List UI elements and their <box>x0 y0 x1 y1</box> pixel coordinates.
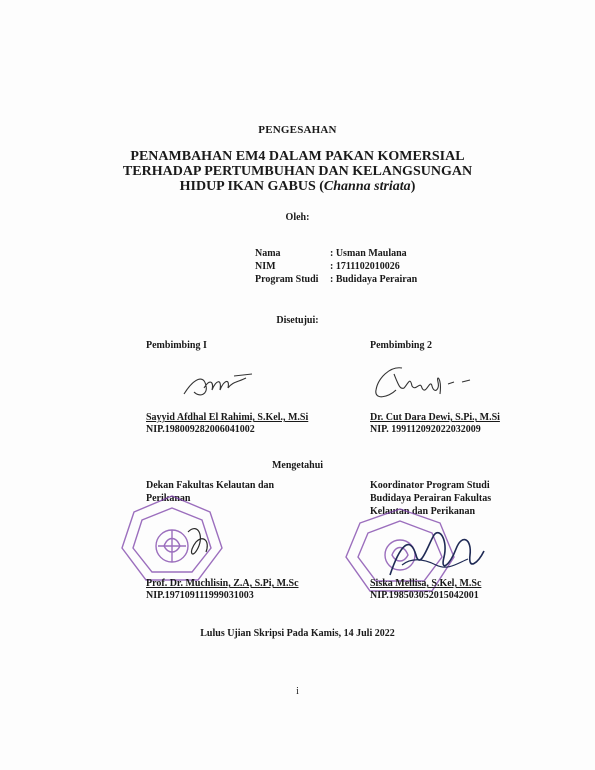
student-program-row: Program Studi : Budidaya Perairan <box>255 274 418 285</box>
page-heading: PENGESAHAN <box>258 124 337 136</box>
title-line-1: PENAMBAHAN EM4 DALAM PAKAN KOMERSIAL <box>130 149 465 164</box>
title-line-2: TERHADAP PERTUMBUHAN DAN KELANGSUNGAN <box>122 164 473 179</box>
coordinator-name: Siska Mellisa, S.Kel, M.Sc <box>370 578 482 589</box>
dean-role-line-2: Perikanan <box>146 493 191 504</box>
exam-date-line: Lulus Ujian Skripsi Pada Kamis, 14 Juli 2022 <box>200 628 395 639</box>
thesis-title <box>0 149 595 194</box>
student-name-row: Nama : Usman Maulana <box>255 248 407 259</box>
species-name: Channa striata <box>323 179 411 194</box>
page-number: i <box>296 686 299 697</box>
by-label: Oleh: <box>285 212 310 223</box>
acknowledged-label: Mengetahui <box>271 460 324 471</box>
coordinator-role-line-3: Kelautan dan Perikanan <box>370 506 476 517</box>
coordinator-role-line-2: Budidaya Perairan Fakultas <box>370 493 492 504</box>
supervisor1-name: Sayyid Afdhal El Rahimi, S.Kel., M.Si <box>146 412 309 423</box>
supervisor2-name: Dr. Cut Dara Dewi, S.Pi., M.Si <box>370 412 500 423</box>
university-seal-left <box>118 492 226 588</box>
supervisor2-nip: NIP. 199112092022032009 <box>370 424 481 435</box>
dean-name: Prof. Dr. Muchlisin, Z.A, S.Pi, M.Sc <box>146 578 299 589</box>
title-line-3: HIDUP IKAN GABUS (Channa striata) <box>179 179 416 194</box>
approved-label: Disetujui: <box>276 315 319 326</box>
supervisor2-role: Pembimbing 2 <box>370 340 432 351</box>
supervisor1-nip: NIP.198009282006041002 <box>146 424 255 435</box>
student-nim-row: NIM : 1711102010026 <box>255 261 400 272</box>
coordinator-nip: NIP.198503052015042001 <box>370 590 479 601</box>
dean-role-line-1: Dekan Fakultas Kelautan dan <box>146 480 275 491</box>
supervisor1-role: Pembimbing I <box>146 340 207 351</box>
dean-nip: NIP.197109111999031003 <box>146 590 254 601</box>
coordinator-role-line-1: Koordinator Program Studi <box>370 480 490 491</box>
supervisor1-signature <box>180 368 260 404</box>
supervisor2-signature <box>370 360 490 405</box>
